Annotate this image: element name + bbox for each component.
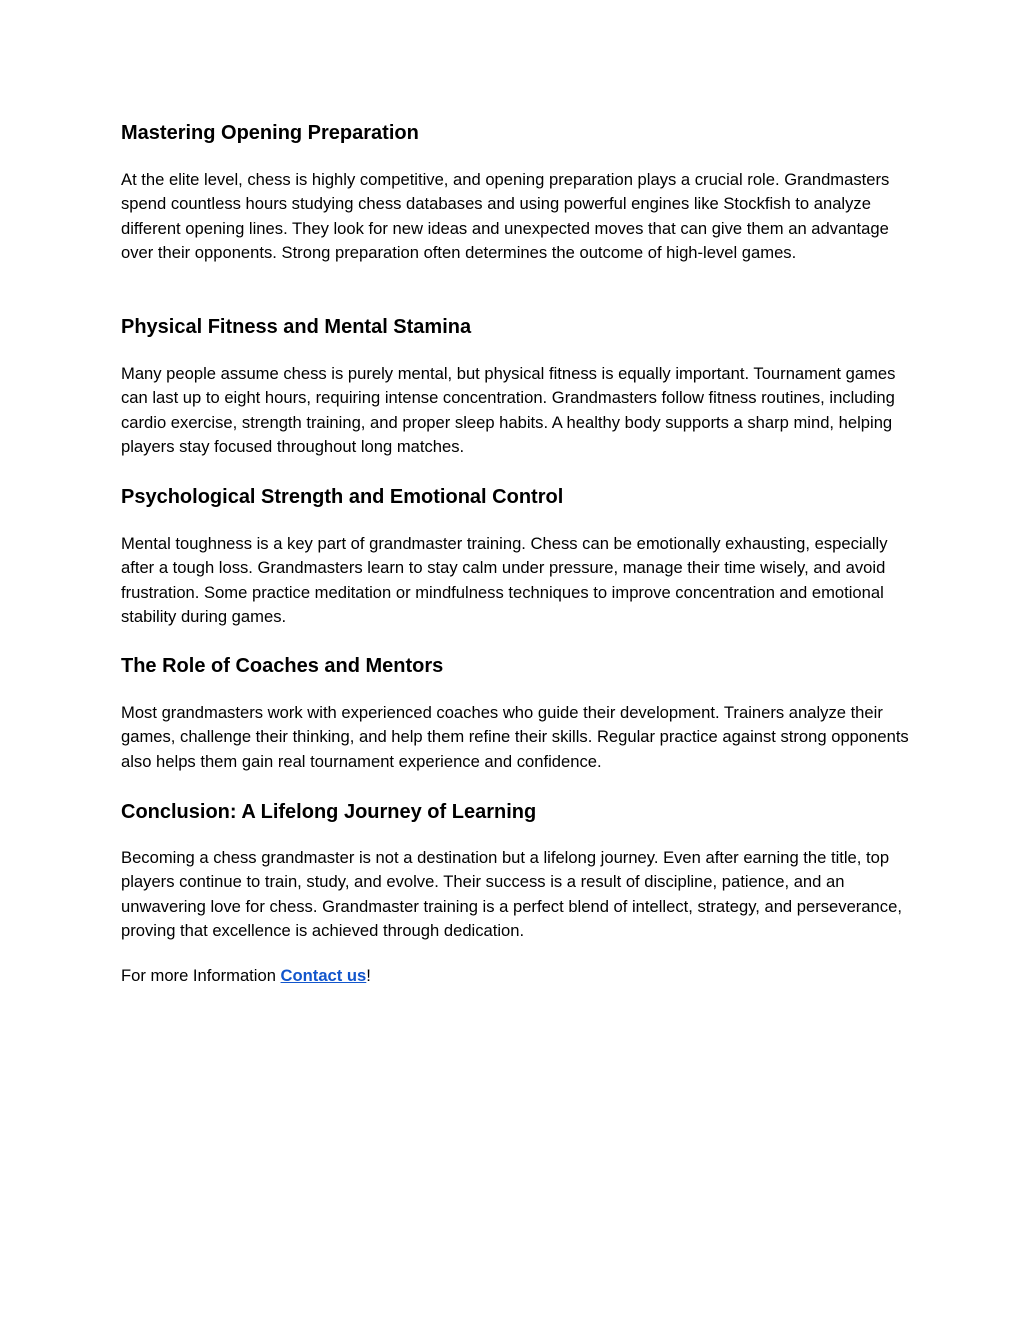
contact-suffix: ! — [366, 966, 371, 985]
section-heading-psychology: Psychological Strength and Emotional Control — [121, 486, 564, 508]
section-heading-conclusion: Conclusion: A Lifelong Journey of Learning — [121, 801, 537, 823]
contact-line — [121, 964, 911, 988]
section-body-fitness: Many people assume chess is purely mental, but physical fitness is equally important. Tournament games can last up to eight hours, requiring intense concentration. Grandmasters follow fitness routines, including cardio exercise, strength training, and proper sleep habits. A healthy body supports a sharp mind, helping players stay focused throughout long matches. — [121, 364, 896, 457]
section-body-conclusion: Becoming a chess grandmaster is not a destination but a lifelong journey. Even after earning the title, top players continue to train, study, and evolve. Their success is a result of discipline, patience, and an unwavering love for chess. Grandmaster training is a perfect blend of intellect, strategy, and perseverance, proving that excellence is achieved through dedication. — [121, 848, 902, 941]
section-heading-coaches: The Role of Coaches and Mentors — [121, 655, 444, 677]
section-body-coaches: Most grandmasters work with experienced coaches who guide their development. Trainers analyze their games, challenge their thinking, and help them refine their skills. Regular practice against strong opponents also helps them gain real tournament experience and confidence. — [121, 703, 909, 771]
contact-prefix: For more Information — [121, 966, 281, 985]
contact-us-link[interactable]: Contact us — [280, 966, 367, 985]
section-body-psychology: Mental toughness is a key part of grandmaster training. Chess can be emotionally exhausting, especially after a tough loss. Grandmasters learn to stay calm under pressure, manage their time wisely, and avoid frustration. Some practice meditation or mindfulness techniques to improve concentration and emotional stability during games. — [121, 534, 888, 627]
section-body-opening: At the elite level, chess is highly competitive, and opening preparation plays a crucial role. Grandmasters spend countless hours studying chess databases and using powerful engines like Stockfish to analyze different opening lines. They look for new ideas and unexpected moves that can give them an advantage over their opponents. Strong preparation often determines the outcome of high-level games. — [121, 170, 890, 263]
section-heading-fitness: Physical Fitness and Mental Stamina — [121, 316, 472, 338]
section-heading-opening: Mastering Opening Preparation — [121, 122, 419, 144]
